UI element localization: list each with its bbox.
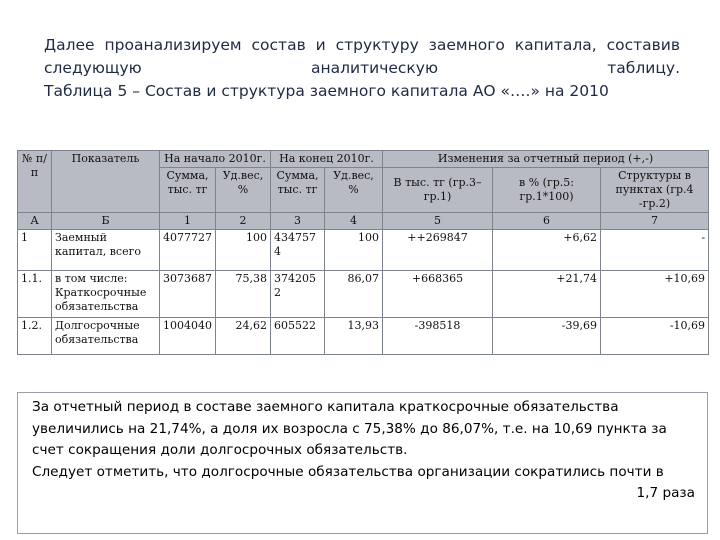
cell-start-share: 100 (216, 230, 271, 271)
col-num: А (18, 213, 52, 230)
row-number: 1.2. (18, 318, 52, 355)
cell-change-absolute: ++269847 (383, 230, 493, 271)
cell-end-share: 100 (325, 230, 383, 271)
conclusion-paragraph-1: За отчетный период в составе заемного капитала краткосрочные обязательства увеличились на 21,74%, а доля их возросла с 75,38% до 86,07%, т.е. на 10,69 пункта за счет сокращения доли долгосрочных обязательств. (32, 399, 667, 459)
col-num: 3 (271, 213, 325, 230)
col-num: 6 (493, 213, 601, 230)
cell-change-absolute: -398518 (383, 318, 493, 355)
col-num: 7 (601, 213, 709, 230)
cell-start-sum: 3073687 (160, 271, 216, 318)
cell-change-percent: +6,62 (493, 230, 601, 271)
col-num: 2 (216, 213, 271, 230)
header-change-percent: в % (гр.5: гр.1*100) (493, 168, 601, 213)
header-start-share: Уд.вес, % (216, 168, 271, 213)
row-indicator: Заемный капитал, всего (52, 230, 160, 271)
intro-line-1: Далее проанализируем состав и структуру заемного капитала, составив (44, 36, 680, 54)
cell-change-structure: +10,69 (601, 271, 709, 318)
header-end-share: Уд.вес, % (325, 168, 383, 213)
intro-line-2: следующую аналитическую таблицу. (44, 59, 680, 77)
header-end-sum: Сумма, тыс. тг (271, 168, 325, 213)
cell-change-percent: +21,74 (493, 271, 601, 318)
header-change-structure: Структуры в пунктах (гр.4 -гр.2) (601, 168, 709, 213)
table-row (18, 318, 709, 355)
conclusion-paragraph-2-end: 1,7 раза (636, 485, 695, 502)
col-num: 1 (160, 213, 216, 230)
cell-change-absolute: +668365 (383, 271, 493, 318)
header-start-of-year: На начало 2010г. (160, 151, 271, 168)
cell-start-share: 75,38 (216, 271, 271, 318)
row-number: 1.1. (18, 271, 52, 318)
cell-start-sum: 4077727 (160, 230, 216, 271)
cell-start-share: 24,62 (216, 318, 271, 355)
cell-change-structure: -10,69 (601, 318, 709, 355)
table-row (18, 271, 709, 318)
col-num: Б (52, 213, 160, 230)
header-start-sum: Сумма, тыс. тг (160, 168, 216, 213)
row-indicator: в том числе: Краткосрочные обязательства (52, 271, 160, 318)
row-indicator: Долгосрочные обязательства (52, 318, 160, 355)
table-header-row-1 (18, 151, 709, 168)
cell-change-percent: -39,69 (493, 318, 601, 355)
conclusion-paragraph-2: Следует отметить, что долгосрочные обязательства организации сократились почти в (32, 463, 664, 480)
cell-change-structure: - (601, 230, 709, 271)
table-column-numbers-row (18, 213, 709, 230)
header-change-absolute: В тыс. тг (гр.3–гр.1) (383, 168, 493, 213)
borrowed-capital-table (17, 150, 709, 355)
col-num: 5 (383, 213, 493, 230)
cell-start-sum: 1004040 (160, 318, 216, 355)
cell-end-sum: 434757 4 (271, 230, 325, 271)
cell-end-share: 13,93 (325, 318, 383, 355)
table-caption: Таблица 5 – Состав и структура заемного капитала АО «….» на 2010 (44, 82, 609, 100)
col-num: 4 (325, 213, 383, 230)
header-end-of-year: На конец 2010г. (271, 151, 383, 168)
cell-end-sum: 374205 2 (271, 271, 325, 318)
row-number: 1 (18, 230, 52, 271)
header-indicator: Показатель (52, 151, 160, 213)
header-number: № п/п (18, 151, 52, 213)
cell-end-sum: 605522 (271, 318, 325, 355)
table-row (18, 230, 709, 271)
intro-text (44, 34, 680, 103)
cell-end-share: 86,07 (325, 271, 383, 318)
conclusion-box (17, 392, 708, 534)
header-changes: Изменения за отчетный период (+,-) (383, 151, 709, 168)
